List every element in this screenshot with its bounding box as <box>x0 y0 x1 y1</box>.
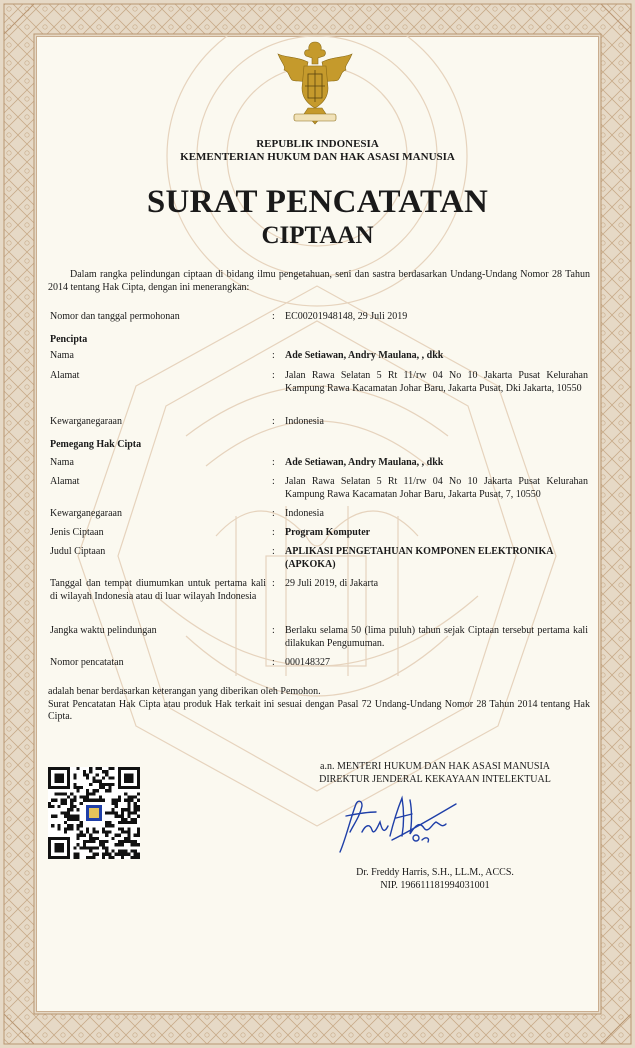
field-colon: : <box>272 508 275 519</box>
field-label: Nomor pencatatan <box>50 657 124 668</box>
field-colon: : <box>272 416 275 427</box>
field-colon: : <box>272 625 275 636</box>
field-label: Nama <box>50 350 74 361</box>
creator-citizenship-value: Indonesia <box>285 416 324 427</box>
field-label: Alamat <box>50 476 80 487</box>
signatory-title <box>290 761 580 786</box>
creator-name-value: Ade Setiawan, Andry Maulana, , dkk <box>285 350 444 361</box>
holder-heading: Pemegang Hak Cipta <box>50 439 142 450</box>
closing-line-1: adalah benar berdasarkan keterangan yang diberikan oleh Pemohon. <box>48 686 321 697</box>
application-value: EC00201948148, 29 Juli 2019 <box>285 311 408 322</box>
creator-heading: Pencipta <box>50 334 88 345</box>
document-title: SURAT PENCATATAN <box>146 184 489 220</box>
field-colon: : <box>272 370 275 381</box>
field-label: Nama <box>50 457 74 468</box>
signatory-name: Dr. Freddy Harris, S.H., LL.M., ACCS. <box>356 867 514 878</box>
field-label: Judul Ciptaan <box>50 546 106 557</box>
field-label: Tanggal dan tempat diumumkan untuk pertama kali di wilayah Indonesia atau di luar wilayah Indonesia <box>50 578 266 602</box>
intro-paragraph: Dalam rangka pelindungan ciptaan di bidang ilmu pengetahuan, seni dan sastra berdasarkan Undang-Undang Nomor 28 Tahun 2014 tentang Hak Cipta, dengan ini menerangkan: <box>48 269 590 293</box>
ministry-heading: KEMENTERIAN HUKUM DAN HAK ASASI MANUSIA <box>180 151 455 163</box>
document-subtitle: CIPTAAN <box>261 222 374 249</box>
announce-value: 29 Juli 2019, di Jakarta <box>285 578 379 589</box>
signatory-details <box>290 867 580 892</box>
field-label: Kewarganegaraan <box>50 508 122 519</box>
field-label: Alamat <box>50 370 80 381</box>
work-type-value: Program Komputer <box>285 527 371 538</box>
closing-line-2: Surat Pencatatan Hak Cipta atau produk Hak terkait ini sesuai dengan Pasal 72 Undang-Undang Nomor 28 Tahun 2014 tentang Hak Cipta. <box>48 698 590 722</box>
field-colon: : <box>272 457 275 468</box>
field-label: Jangka waktu pelindungan <box>50 625 157 636</box>
field-colon: : <box>272 546 275 557</box>
country-heading: REPUBLIK INDONESIA <box>256 138 379 150</box>
watermark-ornament <box>36 36 599 1012</box>
record-number-value: 000148327 <box>285 657 330 668</box>
qr-code-icon <box>48 767 140 859</box>
work-title-value: APLIKASI PENGETAHUAN KOMPONEN ELEKTRONIKA (APKOKA) <box>285 546 553 570</box>
field-colon: : <box>272 578 275 589</box>
field-colon: : <box>272 350 275 361</box>
field-colon: : <box>272 657 275 668</box>
field-label: Nomor dan tanggal permohonan <box>50 311 180 322</box>
field-label: Kewarganegaraan <box>50 416 122 427</box>
position-text: DIREKTUR JENDERAL KEKAYAAN INTELEKTUAL <box>319 773 551 785</box>
field-colon: : <box>272 311 275 322</box>
creator-address-value: Jalan Rawa Selatan 5 Rt 11/rw 04 No 10 Jakarta Pusat Kelurahan Kampung Rawa Kacamatan Johar Baru, Jakarta Pusat, Dki Jakarta, 10550 <box>285 370 588 394</box>
holder-address-value: Jalan Rawa Selatan 5 Rt 11/rw 04 No 10 Jakarta Pusat Kelurahan Kampung Rawa Kacamatan Johar Baru, Jakarta Pusat, 7, 10550 <box>285 476 588 500</box>
field-colon: : <box>272 476 275 487</box>
holder-citizenship-value: Indonesia <box>285 508 324 519</box>
on-behalf-text: a.n. MENTERI HUKUM DAN HAK ASASI MANUSIA <box>320 761 550 772</box>
closing-text <box>48 686 590 724</box>
holder-name-value: Ade Setiawan, Andry Maulana, , dkk <box>285 457 444 468</box>
protection-value: Berlaku selama 50 (lima puluh) tahun sejak Ciptaan tersebut pertama kali dilakukan Pengumuman. <box>285 625 588 649</box>
handwritten-signature <box>332 790 462 860</box>
field-label: Jenis Ciptaan <box>50 527 104 538</box>
field-colon: : <box>272 527 275 538</box>
signatory-nip: NIP. 196611181994031001 <box>380 879 490 891</box>
garuda-emblem-icon <box>272 36 358 128</box>
